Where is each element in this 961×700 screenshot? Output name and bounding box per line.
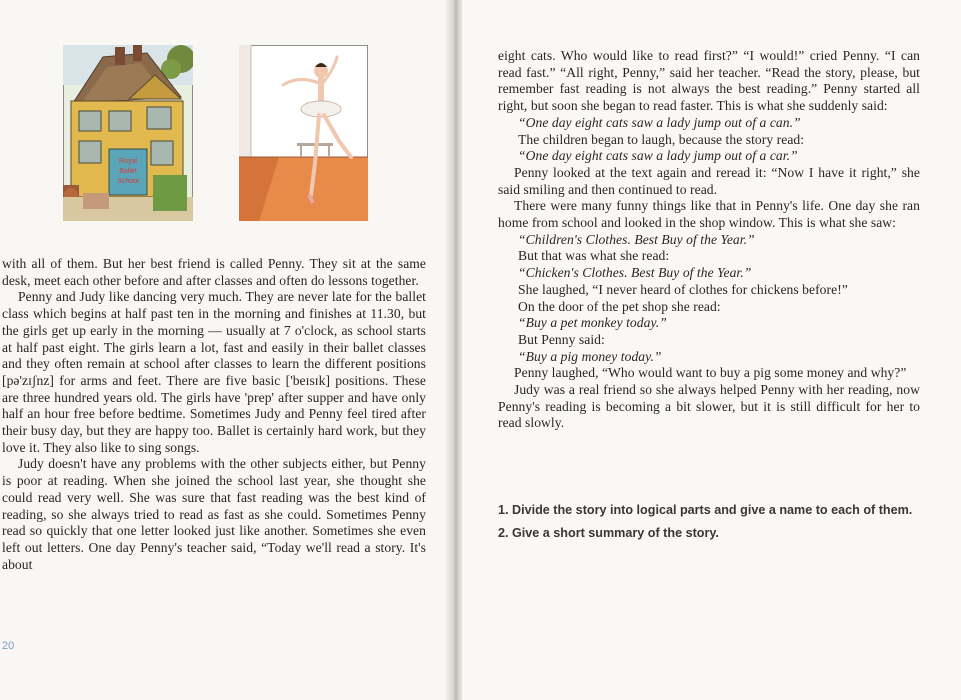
- school-building-icon: [63, 45, 193, 221]
- svg-text:Royal: Royal: [119, 158, 137, 165]
- paragraph: Judy doesn't have any problems with the other subjects either, but Penny is poor at reading. When she joined the school last year, she thought she could read very well. She was sure that fast reading was the best kind of reading, so she always tried to read as fast as she could. Sometimes Penny read so quickly that one letter looked just like another. Sometimes she even left out letters. One day Penny's teacher said, “Today we'll read a story. It's about: [2, 456, 426, 572]
- quote-line: “Chicken's Clothes. Best Buy of the Year.”: [518, 265, 752, 281]
- exercise-tasks: [498, 502, 920, 548]
- paragraph: with all of them. But her best friend is called Penny. They sit at the same desk, meet each other before and after classes and often do lessons together.: [2, 256, 426, 288]
- text-line: The children began to laugh, because the story read:: [518, 131, 805, 147]
- text-line: But Penny said:: [518, 331, 605, 347]
- quote-line: “One day eight cats saw a lady jump out of a can.”: [518, 114, 801, 130]
- left-page-text: [2, 256, 426, 573]
- svg-text:School: School: [117, 178, 139, 185]
- task-item: 1. Divide the story into logical parts and give a name to each of them.: [498, 503, 913, 517]
- text-line: She laughed, “I never heard of clothes for chickens before!”: [518, 281, 848, 297]
- ballerina-illustration: [239, 45, 368, 221]
- left-page: [0, 0, 452, 700]
- paragraph: Penny looked at the text again and reread it: “Now I have it right,” she said smiling and then continued to read.: [498, 164, 920, 197]
- text-line: On the door of the pet shop she read:: [518, 298, 721, 314]
- school-building-illustration: [63, 45, 193, 221]
- text-line: But that was what she read:: [518, 248, 670, 264]
- quote-line: “Children's Clothes. Best Buy of the Year.”: [518, 231, 755, 247]
- quote-line: “Buy a pet monkey today.”: [518, 315, 667, 331]
- task-item: 2. Give a short summary of the story.: [498, 526, 719, 540]
- svg-text:Ballet: Ballet: [119, 168, 137, 175]
- paragraph: Judy was a real friend so she always helped Penny with her reading, now Penny's reading is becoming a bit slower, but it is still difficult for her to read slowly.: [498, 382, 920, 431]
- paragraph: There were many funny things like that in Penny's life. One day she ran home from school and looked in the shop window. This is what she saw:: [498, 198, 920, 231]
- quote-line: “Buy a pig money today.”: [518, 348, 662, 364]
- right-page-text: [498, 48, 920, 432]
- ballerina-icon: [239, 45, 368, 221]
- paragraph: Penny laughed, “Who would want to buy a pig some money and why?”: [514, 365, 907, 381]
- quote-line: “One day eight cats saw a lady jump out of a car.”: [518, 148, 798, 164]
- paragraph: Penny and Judy like dancing very much. They are never late for the ballet class which begins at half past ten in the morning and finishes at 11.30, but the girls get up early in the morning — usually at 7 o'clock, as school starts at half past eight. The girls learn a lot, fast and easily in their ballet classes and they often remain at school after classes to learn the different positions [pə'zɪʃnz] for arms and feet. There are five basic ['beɪsɪk] positions. These are three hundred years old. The girls have 'prep' after supper and have only half an hour free before bedtime. Sometimes Judy and Penny feel tired after their busy day, but they are happy too. Ballet is certainly hard work, but they love it. They also like to sing songs.: [2, 289, 426, 455]
- paragraph: eight cats. Who would like to read first?” “I would!” cried Penny. “I can read fast.” “All right, Penny,” said her teacher. “Read the story, please, but remember fast reading is not always the best reading.” Penny started all right, but soon she began to read faster. This is what she suddenly said:: [498, 48, 920, 114]
- page-number: 20: [2, 640, 15, 652]
